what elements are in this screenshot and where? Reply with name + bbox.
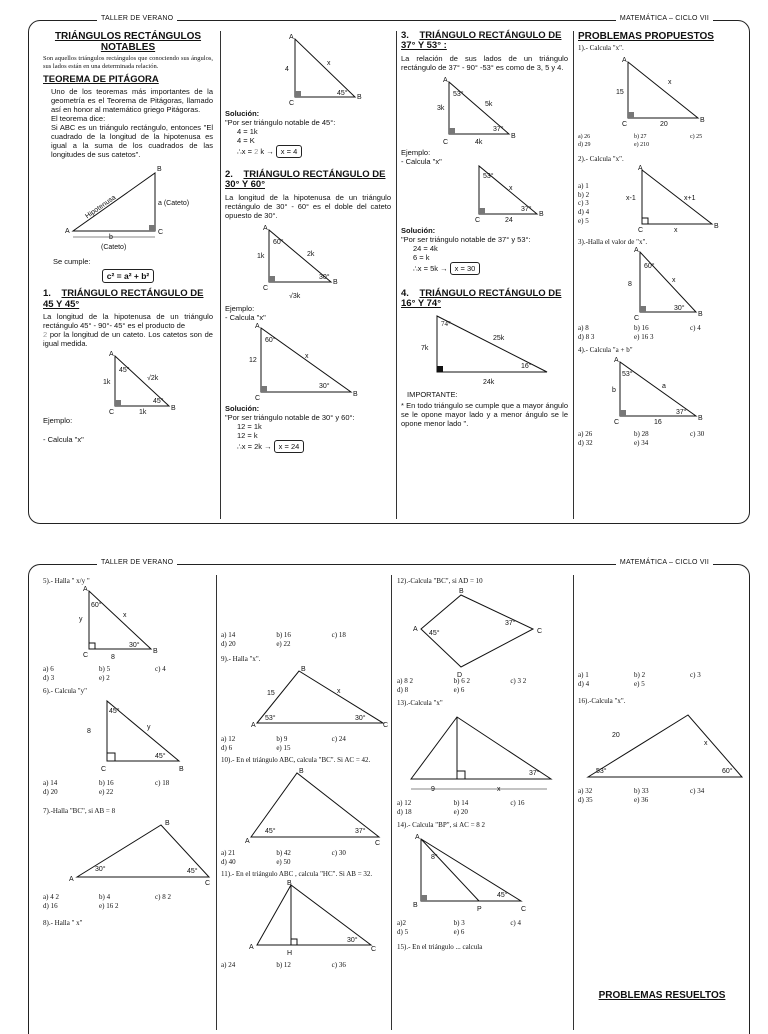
column-3: [401, 31, 568, 519]
svg-text:60°: 60°: [273, 238, 284, 246]
pitagoras-title: TEOREMA DE PITÁGORA: [43, 73, 159, 85]
problem-9-options: a) 12 b) 9 c) 24 d) 6 e) 15: [221, 734, 346, 752]
svg-text:8: 8: [111, 654, 115, 662]
svg-text:C: C: [443, 138, 449, 146]
svg-text:y: y: [147, 724, 151, 732]
svg-text:C: C: [614, 419, 620, 427]
svg-text:C: C: [537, 628, 543, 636]
column-divider: [391, 575, 392, 1030]
svg-text:B: B: [299, 767, 304, 775]
svg-text:53°: 53°: [596, 767, 607, 775]
svg-text:C: C: [371, 945, 377, 953]
worksheet-page-2: [28, 559, 750, 1034]
problem-15: 15).- En el triángulo ... calcula: [397, 942, 483, 951]
problem-10-options: a) 21 b) 42 c) 30 d) 40 e) 50: [221, 848, 346, 866]
problem-2: 2).- Calcula "x".: [578, 155, 624, 164]
svg-text:A: A: [634, 247, 639, 255]
example-30-60-triangle-figure: [225, 322, 391, 404]
problem-6-figure: [43, 697, 211, 779]
svg-text:A: A: [249, 943, 254, 951]
svg-text:45°: 45°: [265, 827, 276, 835]
svg-text:B: B: [413, 902, 418, 910]
svg-text:B: B: [714, 222, 719, 230]
pitagoras-text: Uno de los teoremas más importantes de la geometría es el Teorema de Pitágoras, llamado así en honor al matemático griego Pitágoras. El teorema dice: Si ABC es un triángulo rectángulo, entonces "El cuadrado de la longitud de la hipotenusa es igual a la suma de los cuadrados de las longitudes de sus catetos".: [51, 87, 213, 160]
svg-text:53°: 53°: [483, 172, 494, 180]
svg-text:24: 24: [505, 216, 513, 224]
svg-text:24k: 24k: [483, 378, 495, 386]
svg-text:C: C: [289, 100, 295, 107]
svg-text:5k: 5k: [485, 100, 493, 108]
svg-text:x: x: [674, 226, 678, 234]
svg-text:P: P: [477, 906, 482, 914]
problem-2-options: a) 1 b) 2 c) 3 d) 4 e) 5: [578, 181, 590, 225]
svg-text:B: B: [700, 117, 705, 125]
svg-text:A: A: [109, 351, 114, 359]
svg-text:√2k: √2k: [147, 375, 159, 383]
intro-text: Son aquellos triángulos rectángulos que conociendo sus ángulos, sus lados están en una determinada relación.: [43, 55, 213, 70]
svg-text:15: 15: [267, 689, 275, 697]
svg-text:9: 9: [431, 786, 435, 794]
svg-text:x+1: x+1: [684, 194, 696, 202]
svg-text:16: 16: [654, 419, 662, 427]
svg-text:C: C: [205, 880, 211, 888]
problem-8: 8).- Halla " x": [43, 918, 83, 927]
svg-text:C: C: [622, 121, 628, 129]
svg-text:4k: 4k: [475, 138, 483, 146]
svg-text:C: C: [638, 226, 644, 234]
svg-text:a: a: [662, 383, 666, 391]
svg-text:C: C: [521, 906, 527, 914]
svg-text:C: C: [383, 721, 389, 729]
section-2-title: 2. TRIÁNGULO RECTÁNGULO DE 30° Y 60°: [225, 169, 386, 191]
svg-text:H: H: [287, 949, 293, 957]
svg-text:1k: 1k: [139, 409, 147, 417]
solution-steps: 24 = 4k 6 = k ∴x = 5k → x = 30: [413, 244, 568, 275]
problem-13-figure: [397, 709, 567, 799]
svg-text:A: A: [413, 626, 418, 634]
svg-text:(Cateto): (Cateto): [101, 244, 127, 252]
svg-text:45°: 45°: [109, 708, 120, 716]
triangle-45-45-figure: [43, 350, 213, 416]
header-right: MATEMÁTICA – CICLO VII: [616, 15, 713, 23]
svg-text:25k: 25k: [493, 334, 505, 342]
svg-text:C: C: [375, 839, 381, 847]
svg-text:60°: 60°: [265, 336, 276, 344]
svg-text:C: C: [109, 409, 115, 417]
column-divider: [220, 31, 221, 519]
svg-text:x: x: [497, 786, 501, 794]
problem-8-options: a) 14 b) 16 c) 18 d) 20 e) 22: [221, 631, 346, 648]
svg-text:74°: 74°: [441, 319, 451, 328]
svg-text:C: C: [158, 229, 164, 237]
example-37-53-triangle-figure: [401, 166, 568, 226]
ejemplo-label: Ejemplo:: [401, 147, 431, 157]
svg-text:A: A: [69, 876, 74, 884]
svg-text:x: x: [123, 612, 127, 620]
svg-text:A: A: [251, 721, 256, 729]
svg-text:45°: 45°: [187, 868, 198, 876]
problem-4: 4).- Calcula "a + b": [578, 345, 633, 354]
svg-text:4: 4: [285, 66, 289, 73]
svg-text:x: x: [337, 687, 341, 695]
important-text: * En todo triángulo se cumple que a mayor ángulo se le opone mayor lado y a menor ángulo se le opone menor lado ".: [401, 400, 568, 428]
column-divider: [573, 31, 574, 519]
pitagoras-formula: c² = a² + b²: [102, 269, 155, 283]
problem-7: 7).-Halla "BC", si AB = 8: [43, 806, 116, 815]
solution-label: Solución:: [225, 109, 260, 118]
svg-text:30°: 30°: [347, 936, 358, 944]
problem-3-options: a) 8 b) 16 c) 4 d) 8 3 e) 16 3: [578, 324, 701, 341]
problem-4-figure: [578, 356, 746, 430]
svg-text:53°: 53°: [265, 714, 276, 722]
column-4: [578, 575, 746, 1030]
svg-text:30°: 30°: [95, 866, 106, 874]
svg-text:B: B: [287, 879, 292, 887]
problem-9-figure: [221, 665, 387, 735]
problem-14: 14).- Calcula "BP", si AC = 8 2: [397, 820, 486, 829]
svg-text:15: 15: [616, 89, 624, 97]
ejemplo-label: Ejemplo:: [43, 416, 73, 426]
problem-12-figure: [397, 587, 567, 680]
problem-9: 9).- Halla "x".: [221, 654, 261, 663]
problem-7-figure: [43, 817, 211, 893]
svg-text:37°: 37°: [676, 409, 687, 417]
ejemplo-prompt: - Calcula "x": [225, 312, 266, 322]
svg-text:1k: 1k: [103, 379, 111, 387]
svg-text:37°: 37°: [505, 620, 516, 628]
ejemplo-label: Ejemplo:: [225, 303, 255, 313]
triangle-16-74-figure: [401, 310, 568, 390]
solution-label: Solución:: [401, 225, 436, 235]
column-4: [578, 31, 746, 519]
svg-text:D: D: [457, 672, 463, 680]
svg-text:A: A: [289, 34, 294, 41]
svg-text:60°: 60°: [91, 602, 102, 610]
svg-text:A: A: [65, 228, 70, 236]
svg-text:B: B: [165, 820, 170, 828]
svg-text:60°: 60°: [644, 263, 655, 271]
svg-text:30°: 30°: [355, 714, 366, 722]
problem-1-options: a) 26 b) 27 c) 25 d) 29 e) 210: [578, 134, 703, 148]
svg-text:B: B: [171, 405, 176, 413]
problem-14-figure: [397, 831, 567, 919]
important-label: IMPORTANTE:: [407, 389, 458, 399]
column-1: [43, 575, 211, 1030]
ejemplo-prompt: - Calcula "x": [401, 156, 442, 166]
problem-1-figure: [578, 54, 746, 134]
problem-3-figure: [578, 248, 746, 324]
problem-7-options: a) 4 2 b) 4 c) 8 2 d) 16 e) 16 2: [43, 893, 171, 910]
column-divider: [396, 31, 397, 519]
problem-2-figure: [608, 166, 746, 236]
problem-6-options: a) 14 b) 16 c) 18 d) 20 e) 22: [43, 779, 170, 797]
problem-16-figure: [578, 707, 746, 787]
example-45-triangle-figure: [225, 31, 391, 109]
svg-text:30°: 30°: [319, 382, 330, 390]
svg-text:45°: 45°: [155, 753, 166, 761]
svg-text:B: B: [511, 132, 516, 140]
ejemplo-prompt: - Calcula "x": [43, 435, 84, 445]
problem-14-options: a)2 b) 3 c) 4 d) 5 e) 6: [397, 919, 522, 936]
svg-text:2k: 2k: [307, 250, 315, 258]
svg-text:C: C: [634, 315, 640, 323]
svg-text:B: B: [357, 94, 362, 101]
svg-text:30°: 30°: [319, 273, 330, 281]
svg-text:45°: 45°: [497, 892, 508, 900]
svg-text:C: C: [255, 394, 261, 402]
svg-text:B: B: [539, 210, 544, 218]
problem-10: 10).- En el triángulo ABC, calcula "BC". Si AC = 42.: [221, 756, 371, 765]
problem-5-options: a) 6 b) 5 c) 4 d) 3 e) 2: [43, 665, 166, 683]
svg-text:7k: 7k: [421, 344, 429, 352]
solution-line: "Por ser triángulo notable de 30° y 60°:: [225, 412, 355, 422]
problem-5: 5).- Halla " x/y ": [43, 577, 90, 585]
problem-4-options: a) 26 b) 28 c) 30 d) 32 e) 34: [578, 430, 705, 447]
svg-text:30°: 30°: [129, 642, 140, 650]
triangle-30-60-figure: [225, 222, 391, 304]
solution-line: "Por ser triángulo notable de 37° y 53°:: [401, 234, 531, 244]
svg-text:Hipotenusa: Hipotenusa: [84, 194, 118, 221]
problem-13-options: a) 12 b) 14 c) 16 d) 18 e) 20: [397, 799, 525, 817]
svg-text:37°: 37°: [521, 205, 532, 213]
svg-text:C: C: [263, 284, 269, 292]
problem-16: 16).-Calcula "x".: [578, 696, 626, 705]
problem-10-figure: [221, 767, 387, 849]
svg-text:C: C: [101, 766, 107, 774]
svg-text:√3k: √3k: [289, 292, 301, 300]
section-1-text: La longitud de la hipotenusa de un triángulo rectángulo 45° - 90°- 45° es el producto de 2 por la longitud de un cateto. Los catetos son de igual medida.: [43, 312, 213, 349]
column-2: [221, 575, 387, 1030]
problem-12-options: a) 8 2 b) 6 2 c) 3 2 d) 8 e) 6: [397, 677, 527, 695]
column-divider: [573, 575, 574, 1030]
svg-text:53°: 53°: [622, 371, 633, 379]
svg-text:B: B: [179, 766, 184, 774]
svg-text:37°: 37°: [493, 125, 504, 133]
svg-text:y: y: [79, 616, 83, 624]
column-1: [43, 31, 213, 519]
svg-text:53°: 53°: [453, 90, 464, 98]
se-cumple-label: Se cumple:: [53, 257, 91, 267]
column-3: [397, 575, 567, 1030]
solution-steps: 12 = 1k 12 = k ∴x = 2k → x = 24: [237, 422, 391, 453]
svg-text:x: x: [305, 352, 309, 360]
problem-11-figure: [221, 881, 387, 961]
problem-2-block: [578, 166, 746, 236]
svg-text:8°: 8°: [431, 854, 438, 862]
section-4-title: 4. TRIÁNGULO RECTÁNGULO DE 16° Y 74°: [401, 287, 562, 310]
svg-text:C: C: [475, 216, 481, 224]
problem-3: 3).-Halla el valor de "x".: [578, 237, 648, 246]
svg-text:8: 8: [87, 728, 91, 736]
svg-text:A: A: [255, 322, 260, 330]
svg-text:B: B: [698, 415, 703, 423]
problem-6: 6).- Calcula "y": [43, 686, 88, 695]
svg-text:45°: 45°: [429, 630, 440, 638]
svg-text:37°: 37°: [529, 770, 540, 778]
svg-text:b: b: [109, 234, 113, 242]
svg-text:B: B: [333, 278, 338, 286]
problem-15-options: a) 1 b) 2 c) 3 d) 4 e) 5: [578, 671, 701, 688]
svg-text:x-1: x-1: [626, 194, 636, 202]
svg-text:45°: 45°: [153, 398, 164, 406]
solved-problems-title: PROBLEMAS RESUELTOS: [598, 990, 726, 1002]
svg-text:20: 20: [660, 121, 668, 129]
svg-text:A: A: [263, 224, 268, 232]
svg-text:x: x: [672, 277, 676, 285]
svg-text:A: A: [245, 837, 250, 845]
svg-text:8: 8: [628, 281, 632, 289]
problem-12: 12).-Calcula "BC", si AD = 10: [397, 577, 483, 585]
svg-text:x: x: [704, 739, 708, 747]
problem-11: 11).- En el triángulo ABC , calcula "HC". Si AB = 32.: [221, 870, 373, 879]
column-2: [225, 31, 391, 519]
svg-text:12: 12: [249, 356, 257, 364]
problem-1: 1).- Calcula "x".: [578, 44, 624, 52]
section-1-title: 1. TRIÁNGULO RECTÁNGULO DE 45 Y 45°: [43, 288, 204, 310]
svg-text:60°: 60°: [722, 767, 733, 775]
svg-text:B: B: [698, 311, 703, 319]
problem-16-options: a) 32 b) 33 c) 34 d) 35 e) 36: [578, 786, 705, 804]
svg-text:A: A: [415, 834, 420, 842]
svg-text:B: B: [153, 648, 158, 656]
svg-text:3k: 3k: [437, 104, 445, 112]
page-title: TRIÁNGULOS RECTÁNGULOS NOTABLES: [54, 31, 202, 53]
problem-13: 13).-Calcula "x": [397, 698, 443, 707]
svg-text:B: B: [157, 166, 162, 174]
solution-steps: 4 = 1k 4 = K ∴x = 2 k → x = 4: [237, 127, 391, 158]
header-left: TALLER DE VERANO: [97, 559, 177, 567]
worksheet-page-1: [28, 15, 750, 524]
svg-text:x: x: [327, 60, 331, 67]
header-left: TALLER DE VERANO: [97, 15, 177, 23]
pitagoras-triangle-figure: [43, 161, 213, 257]
svg-text:C: C: [83, 652, 89, 660]
svg-text:a (Cateto): a (Cateto): [158, 200, 190, 208]
svg-text:B: B: [459, 588, 464, 596]
problem-11-options: a) 24 b) 12 c) 36: [221, 960, 346, 969]
problems-title: PROBLEMAS PROPUESTOS: [578, 31, 714, 42]
svg-text:B: B: [353, 390, 358, 398]
header-right: MATEMÁTICA – CICLO VII: [616, 559, 713, 567]
svg-text:45°: 45°: [119, 367, 130, 375]
section-3-title: 3. TRIÁNGULO RECTÁNGULO DE 37° Y 53° :: [401, 30, 562, 52]
section-2-text: La longitud de la hipotenusa de un triángulo rectángulo de 30° - 60° es el doble del cateto opuesto de 30°.: [225, 192, 391, 220]
svg-text:45°: 45°: [337, 90, 348, 97]
svg-text:x: x: [509, 184, 513, 192]
svg-text:1k: 1k: [257, 252, 265, 260]
problem-5-figure: [43, 587, 211, 665]
svg-text:37°: 37°: [355, 827, 366, 835]
svg-text:x: x: [668, 79, 672, 87]
svg-text:20: 20: [612, 731, 620, 739]
svg-text:A: A: [443, 76, 448, 84]
svg-text:16°: 16°: [521, 362, 532, 370]
svg-text:A: A: [638, 164, 643, 172]
solution-line: "Por ser triángulo notable de 45°:: [225, 118, 336, 127]
triangle-37-53-figure: [401, 74, 568, 148]
section-3-text: La relación de sus lados de un triángulo rectángulo de 37° - 90° -53° es como de 3, 5 y 4.: [401, 53, 568, 72]
svg-text:A: A: [614, 357, 619, 365]
svg-text:30°: 30°: [674, 305, 685, 313]
svg-text:b: b: [612, 387, 616, 395]
solution-label: Solución:: [225, 403, 260, 413]
svg-text:B: B: [301, 665, 306, 673]
svg-text:A: A: [83, 586, 88, 594]
svg-text:A: A: [622, 57, 627, 65]
column-divider: [216, 575, 217, 1030]
